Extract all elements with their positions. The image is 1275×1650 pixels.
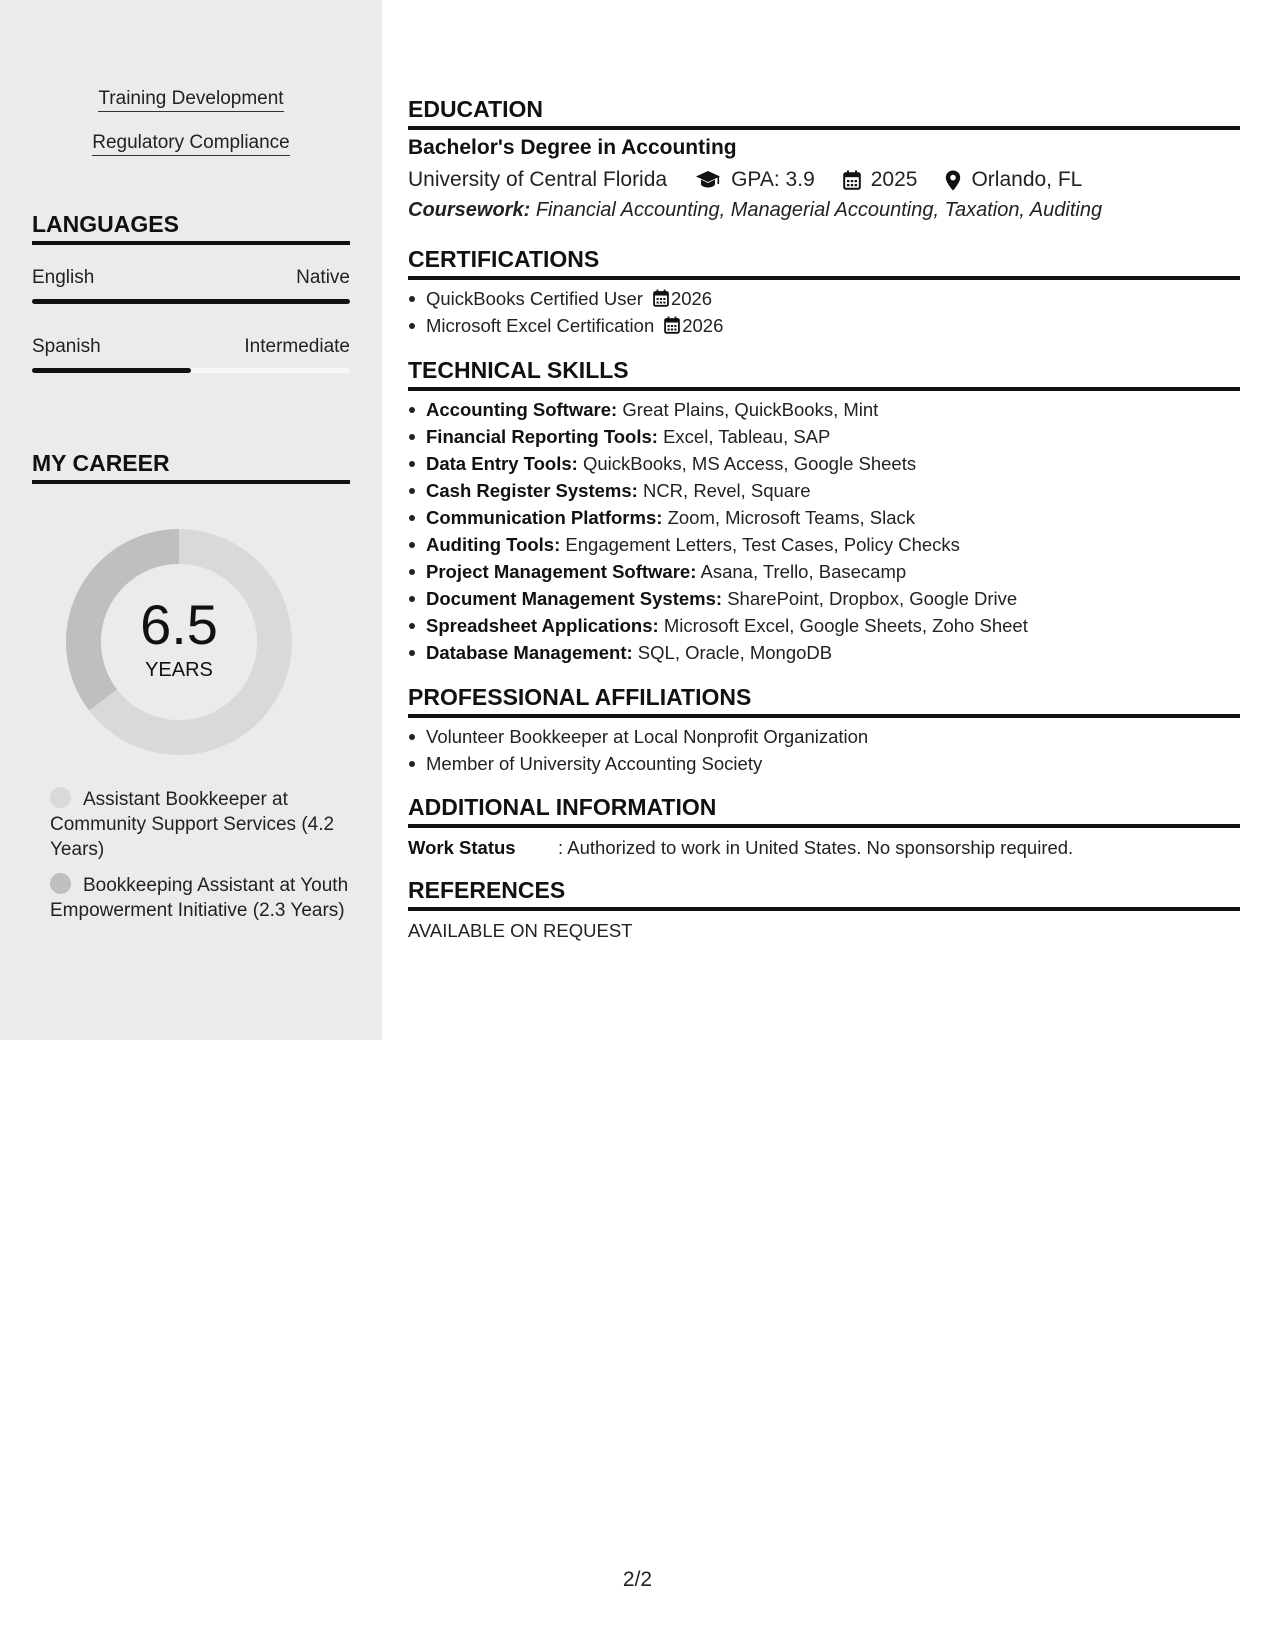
page-number: 2/2 — [622, 1568, 653, 1591]
language-proficiency-bar — [32, 368, 350, 373]
education-heading: EDUCATION — [408, 96, 1240, 130]
list-item — [426, 612, 1028, 639]
work-status-label: Work Status — [408, 837, 516, 858]
skill-values: Engagement Letters, Test Cases, Policy Checks — [565, 534, 960, 555]
gpa: GPA: 3.9 — [731, 168, 815, 191]
skill-link[interactable]: Regulatory Compliance — [92, 132, 290, 156]
skill-category: Database Management: — [426, 642, 633, 663]
calendar-icon — [843, 170, 861, 190]
list-item — [426, 585, 1028, 612]
certification-year: 2026 — [682, 315, 724, 336]
skill-list — [0, 88, 382, 156]
career-total-unit: YEARS — [145, 658, 213, 681]
list-item — [426, 450, 1028, 477]
language-proficiency-fill — [32, 368, 191, 373]
career-donut-label — [66, 529, 292, 755]
skill-category: Document Management Systems: — [426, 588, 723, 609]
calendar-icon — [653, 289, 669, 307]
skill-category: Auditing Tools: — [426, 534, 561, 555]
skill-values: Zoom, Microsoft Teams, Slack — [667, 507, 915, 528]
list-item: Volunteer Bookkeeper at Local Nonprofit Organization — [426, 723, 868, 750]
list-item — [426, 423, 1028, 450]
education-meta — [408, 168, 1082, 192]
additional-info-heading: ADDITIONAL INFORMATION — [408, 794, 1240, 828]
location-pin-icon — [945, 170, 961, 191]
list-item — [426, 396, 1028, 423]
certification-name: QuickBooks Certified User — [426, 288, 643, 309]
language-row — [32, 336, 350, 358]
language-level: Native — [296, 267, 350, 288]
list-item — [426, 312, 723, 339]
list-item — [426, 477, 1028, 504]
references-text: AVAILABLE ON REQUEST — [408, 920, 633, 941]
skill-values: SharePoint, Dropbox, Google Drive — [727, 588, 1018, 609]
skill-values: Asana, Trello, Basecamp — [700, 561, 907, 582]
language-proficiency-fill — [32, 299, 350, 304]
skill-category: Spreadsheet Applications: — [426, 615, 659, 636]
coursework-label: Coursework: — [408, 199, 531, 221]
skill-values: QuickBooks, MS Access, Google Sheets — [582, 453, 917, 474]
career-legend-dot — [50, 787, 71, 808]
language-row — [32, 267, 350, 289]
language-name: English — [32, 267, 95, 288]
career-item-label: Assistant Bookkeeper at Community Support Services (4.2 Years) — [50, 789, 335, 860]
skill-category: Accounting Software: — [426, 399, 618, 420]
skill-category: Communication Platforms: — [426, 507, 663, 528]
graduation-year: 2025 — [870, 168, 918, 191]
language-level: Intermediate — [244, 336, 350, 357]
education-location: Orlando, FL — [971, 168, 1083, 191]
skill-values: Excel, Tableau, SAP — [663, 426, 831, 447]
skill-category: Data Entry Tools: — [426, 453, 578, 474]
list-item — [426, 504, 1028, 531]
skill-link[interactable]: Training Development — [98, 88, 283, 112]
degree-title: Bachelor's Degree in Accounting — [408, 136, 737, 159]
languages-heading: LANGUAGES — [32, 211, 350, 245]
school-name: University of Central Florida — [408, 168, 668, 191]
career-item — [50, 873, 350, 923]
career-item-label: Bookkeeping Assistant at Youth Empowerment Initiative (2.3 Years) — [50, 875, 349, 921]
career-heading: MY CAREER — [32, 450, 350, 484]
language-proficiency-bar — [32, 299, 350, 304]
affiliations-list — [426, 723, 868, 777]
career-legend-dot — [50, 873, 71, 894]
skill-values: Microsoft Excel, Google Sheets, Zoho Sheet — [663, 615, 1028, 636]
career-donut-chart — [66, 529, 292, 755]
skill-category: Cash Register Systems: — [426, 480, 638, 501]
references-heading: REFERENCES — [408, 877, 1240, 911]
affiliations-heading: PROFESSIONAL AFFILIATIONS — [408, 684, 1240, 718]
list-item — [426, 639, 1028, 666]
skill-values: NCR, Revel, Square — [642, 480, 811, 501]
skill-values: SQL, Oracle, MongoDB — [637, 642, 833, 663]
list-item — [426, 558, 1028, 585]
graduation-cap-icon — [695, 170, 721, 190]
work-status-value: : Authorized to work in United States. No sponsorship required. — [558, 837, 1074, 858]
sidebar — [0, 0, 382, 1040]
certification-year: 2026 — [670, 288, 713, 309]
list-item: Member of University Accounting Society — [426, 750, 868, 777]
skill-category: Financial Reporting Tools: — [426, 426, 658, 447]
list-item — [426, 531, 1028, 558]
language-name: Spanish — [32, 336, 101, 357]
coursework-list: Financial Accounting, Managerial Accounting, Taxation, Auditing — [535, 199, 1103, 221]
career-total-years: 6.5 — [140, 592, 218, 656]
certifications-heading: CERTIFICATIONS — [408, 246, 1240, 280]
technical-skills-list — [426, 396, 1028, 666]
skill-values: Great Plains, QuickBooks, Mint — [622, 399, 879, 420]
certification-name: Microsoft Excel Certification — [426, 315, 655, 336]
career-item — [50, 787, 350, 862]
certifications-list — [426, 285, 723, 339]
list-item — [426, 285, 723, 312]
work-status-line — [408, 837, 1073, 859]
calendar-icon — [664, 316, 680, 334]
skill-category: Project Management Software: — [426, 561, 697, 582]
technical-skills-heading: TECHNICAL SKILLS — [408, 357, 1240, 391]
coursework-line — [408, 199, 1102, 222]
